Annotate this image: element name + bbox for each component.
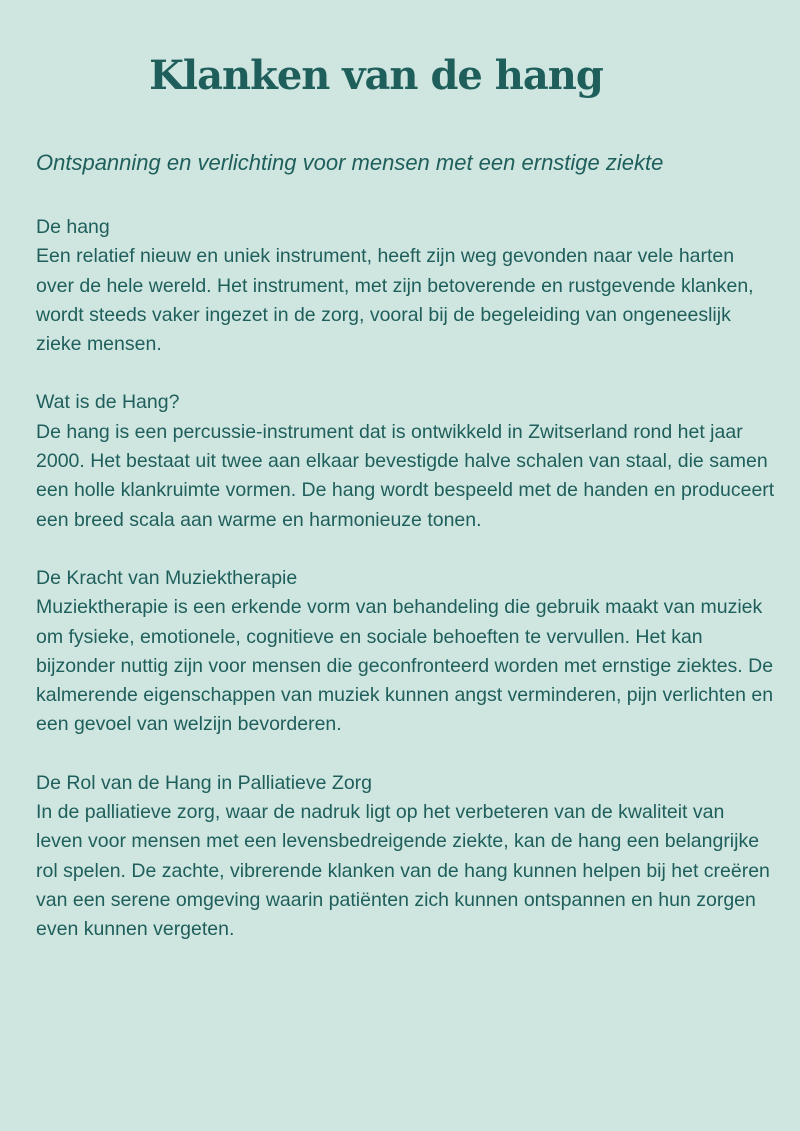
- section-wat-is-de-hang: [36, 388, 776, 534]
- section-text: De hang is een percussie-instrument dat is ontwikkeld in Zwitserland rond het jaar 2000. Het bestaat uit twee aan elkaar bevestigde halve schalen van staal, die samen een holle klankruimte vormen. De hang wordt bespeeld met de handen en produceert een breed scala aan warme en harmonieuze tonen.: [36, 420, 775, 531]
- section-heading: De Kracht van Muziektherapie: [36, 566, 298, 589]
- section-de-hang: [36, 213, 776, 359]
- document-body: [36, 213, 776, 974]
- section-text: Muziektherapie is een erkende vorm van behandeling die gebruik maakt van muziek om fysieke, emotionele, cognitieve en sociale behoeften te vervullen. Het kan bijzonder nuttig zijn voor mensen die geconfronteerd worden met ernstige ziektes. De kalmerende eigenschappen van muziek kunnen angst verminderen, pijn verlichten en een gevoel van welzijn bevorderen.: [36, 596, 774, 736]
- page-subtitle: Ontspanning en verlichting voor mensen met een ernstige ziekte: [36, 150, 664, 175]
- section-muziektherapie: [36, 564, 776, 740]
- section-text: In de palliatieve zorg, waar de nadruk ligt op het verbeteren van de kwaliteit van leven voor mensen met een levensbedreigende ziekte, kan de hang een belangrijke rol spelen. De zachte, vibrerende klanken van de hang kunnen helpen bij het creëren van een serene omgeving waarin patiënten zich kunnen ontspannen en hun zorgen even kunnen vergeten.: [36, 801, 770, 941]
- section-heading: De hang: [36, 216, 110, 238]
- section-text: Een relatief nieuw en uniek instrument, heeft zijn weg gevonden naar vele harten over de hele wereld. Het instrument, met zijn betoverende en rustgevende klanken, wordt steeds vaker ingezet in de zorg, vooral bij de begeleiding van ongeneeslijk zieke mensen.: [36, 245, 754, 356]
- section-heading: De Rol van de Hang in Palliatieve Zorg: [36, 771, 373, 794]
- page-title: Klanken van de hang: [149, 52, 603, 99]
- section-heading: Wat is de Hang?: [36, 391, 180, 414]
- section-palliatieve-zorg: [36, 769, 776, 945]
